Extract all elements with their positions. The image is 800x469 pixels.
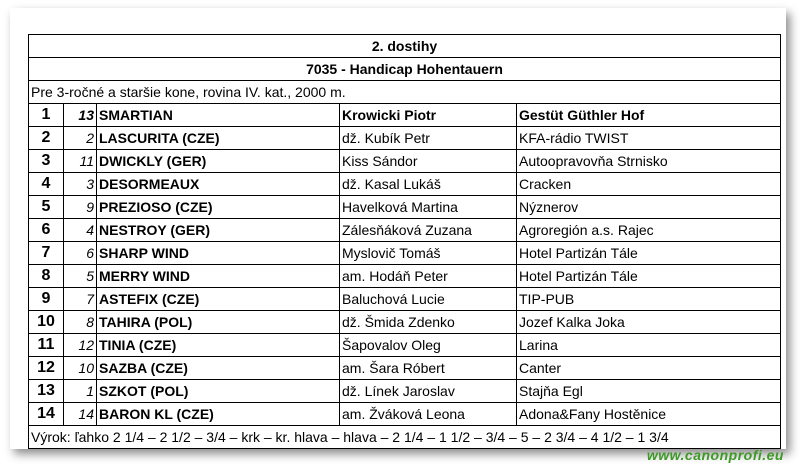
jockey-name: dž. Línek Jaroslav: [340, 380, 517, 403]
result-row: [29, 196, 781, 219]
result-row: [29, 104, 781, 127]
jockey-name: dž. Šmida Zdenko: [340, 311, 517, 334]
start-number: 5: [64, 265, 97, 288]
start-number: 10: [64, 357, 97, 380]
finish-position: 14: [29, 403, 64, 426]
finish-position: 7: [29, 242, 64, 265]
finish-position: 13: [29, 380, 64, 403]
finish-position: 12: [29, 357, 64, 380]
horse-name: DWICKLY (GER): [97, 150, 340, 173]
result-row: [29, 334, 781, 357]
owner-name: Jozef Kalka Joka: [517, 311, 781, 334]
horse-name: SZKOT (POL): [97, 380, 340, 403]
race-conditions-row: [29, 81, 781, 104]
race-title-row: [29, 35, 781, 58]
result-row: [29, 357, 781, 380]
owner-name: Adona&Fany Hostěnice: [517, 403, 781, 426]
finish-position: 8: [29, 265, 64, 288]
jockey-name: Myslovič Tomáš: [340, 242, 517, 265]
horse-name: ASTEFIX (CZE): [97, 288, 340, 311]
finish-position: 11: [29, 334, 64, 357]
owner-name: Nýznerov: [517, 196, 781, 219]
start-number: 3: [64, 173, 97, 196]
finish-position: 1: [29, 104, 64, 127]
result-row: [29, 288, 781, 311]
owner-name: Hotel Partizán Tále: [517, 242, 781, 265]
finish-position: 3: [29, 150, 64, 173]
jockey-name: Havelková Martina: [340, 196, 517, 219]
jockey-name: am. Šara Róbert: [340, 357, 517, 380]
horse-name: SAZBA (CZE): [97, 357, 340, 380]
race-name: 7035 - Handicap Hohentauern: [29, 58, 781, 81]
start-number: 1: [64, 380, 97, 403]
result-row: [29, 219, 781, 242]
owner-name: Cracken: [517, 173, 781, 196]
finish-position: 5: [29, 196, 64, 219]
jockey-name: Baluchová Lucie: [340, 288, 517, 311]
horse-name: LASCURITA (CZE): [97, 127, 340, 150]
jockey-name: dž. Kasal Lukáš: [340, 173, 517, 196]
finish-position: 10: [29, 311, 64, 334]
result-row: [29, 127, 781, 150]
race-name-row: [29, 58, 781, 81]
start-number: 13: [64, 104, 97, 127]
horse-name: SMARTIAN: [97, 104, 340, 127]
start-number: 6: [64, 242, 97, 265]
results-table: [28, 34, 781, 449]
jockey-name: Šapovalov Oleg: [340, 334, 517, 357]
horse-name: SHARP WIND: [97, 242, 340, 265]
horse-name: TINIA (CZE): [97, 334, 340, 357]
result-row: [29, 311, 781, 334]
jockey-name: Krowicki Piotr: [340, 104, 517, 127]
finish-position: 9: [29, 288, 64, 311]
owner-name: Hotel Partizán Tále: [517, 265, 781, 288]
horse-name: MERRY WIND: [97, 265, 340, 288]
result-row: [29, 265, 781, 288]
result-row: [29, 380, 781, 403]
result-row: [29, 403, 781, 426]
jockey-name: am. Hodáň Peter: [340, 265, 517, 288]
verdict-text: Výrok: ľahko 2 1/4 – 2 1/2 – 3/4 – krk – kr. hlava – hlava – 2 1/4 – 1 1/2 – 3/4 – 5 – 2 3/4 – 4 1/2 – 1 3/4: [29, 426, 781, 449]
result-row: [29, 242, 781, 265]
owner-name: Gestüt Güthler Hof: [517, 104, 781, 127]
result-row: [29, 173, 781, 196]
start-number: 12: [64, 334, 97, 357]
owner-name: Agroregión a.s. Rajec: [517, 219, 781, 242]
horse-name: PREZIOSO (CZE): [97, 196, 340, 219]
verdict-row: [29, 426, 781, 449]
owner-name: Autoopravovňa Strnisko: [517, 150, 781, 173]
owner-name: Stajňa Egl: [517, 380, 781, 403]
start-number: 8: [64, 311, 97, 334]
horse-name: TAHIRA (POL): [97, 311, 340, 334]
results-sheet: [10, 8, 786, 449]
start-number: 14: [64, 403, 97, 426]
watermark: www.canonprofi.eu: [646, 447, 784, 463]
owner-name: Larina: [517, 334, 781, 357]
result-row: [29, 150, 781, 173]
horse-name: NESTROY (GER): [97, 219, 340, 242]
start-number: 7: [64, 288, 97, 311]
start-number: 2: [64, 127, 97, 150]
jockey-name: am. Žváková Leona: [340, 403, 517, 426]
jockey-name: Kiss Sándor: [340, 150, 517, 173]
jockey-name: dž. Kubík Petr: [340, 127, 517, 150]
finish-position: 4: [29, 173, 64, 196]
finish-position: 6: [29, 219, 64, 242]
jockey-name: Zálesňáková Zuzana: [340, 219, 517, 242]
owner-name: Canter: [517, 357, 781, 380]
finish-position: 2: [29, 127, 64, 150]
owner-name: KFA-rádio TWIST: [517, 127, 781, 150]
race-title: 2. dostihy: [29, 35, 781, 58]
horse-name: BARON KL (CZE): [97, 403, 340, 426]
owner-name: TIP-PUB: [517, 288, 781, 311]
horse-name: DESORMEAUX: [97, 173, 340, 196]
start-number: 11: [64, 150, 97, 173]
race-conditions: Pre 3-ročné a staršie kone, rovina IV. kat., 2000 m.: [29, 81, 781, 104]
start-number: 9: [64, 196, 97, 219]
start-number: 4: [64, 219, 97, 242]
